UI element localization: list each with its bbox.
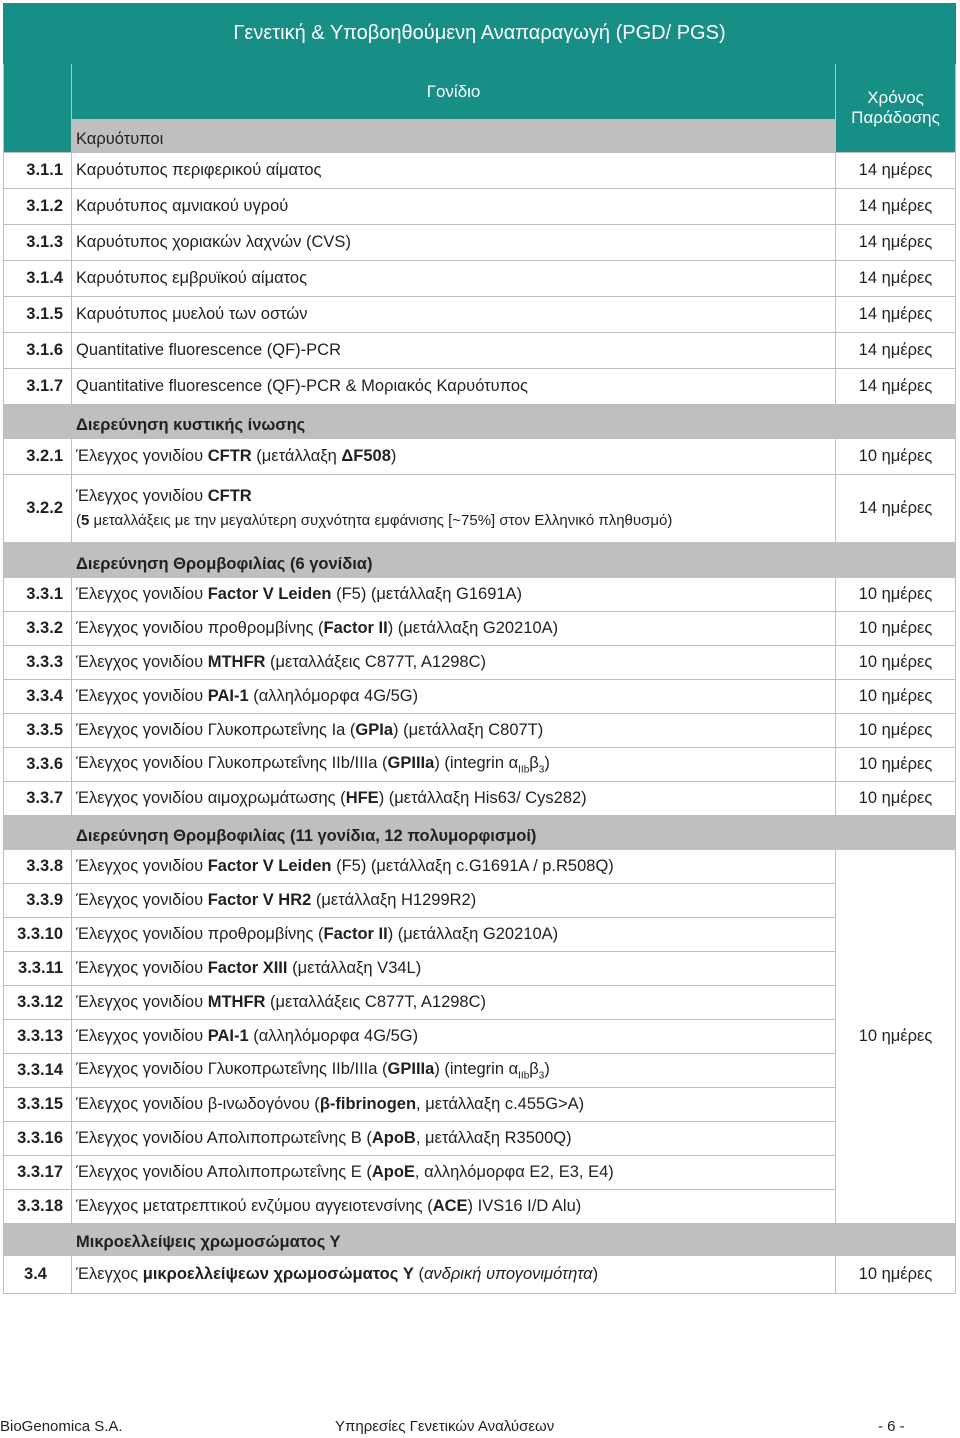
text: Έλεγχος γονιδίου <box>76 653 208 671</box>
row-code: 3.3.16 <box>4 1122 72 1156</box>
table-row <box>4 646 956 680</box>
row-days: 10 ημέρες <box>836 439 956 475</box>
gene-name: GPIa <box>355 721 394 739</box>
table-row <box>4 189 956 225</box>
table-row <box>4 782 956 816</box>
text: ( <box>76 512 81 529</box>
text: Έλεγχος γονιδίου Απολιποπρωτεΐνης Β ( <box>76 1129 372 1147</box>
row-name: Καρυότυπος μυελού των οστών <box>72 297 836 333</box>
row-name <box>72 1156 836 1190</box>
gene-name: GPIIIa <box>387 753 435 772</box>
header-time-line2: Παράδοσης <box>851 108 940 127</box>
footer-company: BioGenomica S.A. <box>0 1418 123 1435</box>
gene-name: Factor V HR2 <box>207 891 312 909</box>
row-code: 3.2.2 <box>4 475 72 543</box>
row-name <box>72 1256 836 1294</box>
text: ανδρική υπογονιμότητα <box>424 1265 593 1283</box>
table-row <box>4 612 956 646</box>
text: (αλληλόμορφα 4G/5G) <box>248 1027 419 1045</box>
text: Έλεγχος γονιδίου β-ινωδογόνου ( <box>76 1095 320 1113</box>
row-name <box>72 439 836 475</box>
text: ) <box>544 753 550 772</box>
gene-name: CFTR <box>207 447 252 465</box>
row-code: 3.3.14 <box>4 1054 72 1088</box>
row-code: 3.3.11 <box>4 952 72 986</box>
text: , αλληλόμορφα E2, E3, E4) <box>414 1163 614 1181</box>
section-code-empty <box>4 816 72 850</box>
text: ) <box>544 1059 550 1078</box>
gene-name: Factor V Leiden <box>207 585 332 603</box>
text: (F5) (μετάλλαξη c.G1691A / p.R508Q) <box>331 857 614 875</box>
table-row <box>4 986 956 1020</box>
text: ) (integrin α <box>434 753 519 772</box>
row-code: 3.1.7 <box>4 369 72 405</box>
text: ) (μετάλλαξη C807T) <box>393 721 544 739</box>
text: (μετάλλαξη <box>251 447 342 465</box>
text: ) <box>390 447 397 465</box>
text: Έλεγχος γονιδίου προθρομβίνης ( <box>76 925 324 943</box>
text: Έλεγχος γονιδίου <box>76 959 208 977</box>
table-row <box>4 952 956 986</box>
services-table <box>3 3 956 1294</box>
text: , μετάλλαξη c.455G>A) <box>416 1095 585 1113</box>
text: (μετάλλαξη V34L) <box>287 959 422 977</box>
row-name <box>72 782 836 816</box>
mutation-name: ΔF508 <box>341 447 391 465</box>
text: ) IVS16 I/D Alu) <box>467 1197 582 1215</box>
section-days-empty <box>836 816 956 850</box>
text: Έλεγχος γονιδίου προθρομβίνης ( <box>76 619 324 637</box>
row-days: 14 ημέρες <box>836 153 956 189</box>
text: β <box>529 1059 539 1078</box>
row-name: Καρυότυπος εμβρυϊκού αίματος <box>72 261 836 297</box>
row-code: 3.4 <box>4 1256 72 1294</box>
gene-name: PAI-1 <box>207 1027 249 1045</box>
text: μεταλλάξεις με την μεγαλύτερη συχνότητα εμφάνισης [~75%] στον Ελληνικό πληθυσμό) <box>89 512 673 529</box>
row-days: 10 ημέρες <box>836 748 956 782</box>
row-name <box>72 714 836 748</box>
row-code: 3.3.13 <box>4 1020 72 1054</box>
text: Έλεγχος γονιδίου <box>76 585 208 603</box>
row-code: 3.3.17 <box>4 1156 72 1190</box>
row-code: 3.3.1 <box>4 578 72 612</box>
row-days: 14 ημέρες <box>836 475 956 543</box>
header-gene: Γονίδιο <box>72 64 836 120</box>
table-row <box>4 748 956 782</box>
row-name <box>72 1054 836 1088</box>
gene-name: Factor II <box>323 925 388 943</box>
row-days: 10 ημέρες <box>836 782 956 816</box>
table-row <box>4 297 956 333</box>
row-name <box>72 918 836 952</box>
text: Έλεγχος γονιδίου Γλυκοπρωτεΐνης IIb/IIIa ( <box>76 753 388 772</box>
row-name <box>72 748 836 782</box>
gene-name: Factor V Leiden <box>207 857 332 875</box>
row-code: 3.3.10 <box>4 918 72 952</box>
text: Έλεγχος γονιδίου Απολιποπρωτεΐνης Ε ( <box>76 1163 372 1181</box>
row-days: 14 ημέρες <box>836 225 956 261</box>
header-empty-cell <box>4 64 72 153</box>
section-code-empty <box>4 405 72 439</box>
row-code: 3.3.15 <box>4 1088 72 1122</box>
gene-name: μικροελλείψεων χρωμοσώματος Y <box>142 1265 414 1283</box>
row-days: 10 ημέρες <box>836 1256 956 1294</box>
text: ) (integrin α <box>434 1059 519 1078</box>
text: ) <box>592 1265 599 1283</box>
text: Έλεγχος <box>76 1265 143 1283</box>
subscript: 3 <box>538 1070 545 1082</box>
row-code: 3.3.7 <box>4 782 72 816</box>
table-row <box>4 439 956 475</box>
section-days-empty <box>836 1224 956 1256</box>
row-days: 14 ημέρες <box>836 369 956 405</box>
row-code: 3.1.3 <box>4 225 72 261</box>
row-name: Quantitative fluorescence (QF)-PCR & Μοριακός Καρυότυπος <box>72 369 836 405</box>
row-days: 14 ημέρες <box>836 261 956 297</box>
text: Έλεγχος γονιδίου αιμοχρωμάτωσης ( <box>76 789 346 807</box>
gene-name: β-fibrinogen <box>319 1095 417 1113</box>
row-name <box>72 986 836 1020</box>
section-days-empty <box>836 543 956 578</box>
gene-name: MTHFR <box>207 993 266 1011</box>
gene-name: ACE <box>432 1197 468 1215</box>
gene-name: ApoB <box>371 1129 416 1147</box>
text: Έλεγχος γονιδίου <box>76 687 208 705</box>
section-karyotypes: Καρυότυποι <box>72 120 836 153</box>
row-days: 10 ημέρες <box>836 714 956 748</box>
table-row <box>4 369 956 405</box>
subscript: 3 <box>538 764 545 776</box>
section-code-empty <box>4 1224 72 1256</box>
gene-name: MTHFR <box>207 653 266 671</box>
row-code: 3.3.3 <box>4 646 72 680</box>
gene-name: PAI-1 <box>207 687 249 705</box>
row-name <box>72 952 836 986</box>
table-row <box>4 1020 956 1054</box>
text: (μεταλλάξεις C877T, A1298C) <box>265 653 487 671</box>
table-row <box>4 884 956 918</box>
table-row <box>4 1122 956 1156</box>
row-name <box>72 612 836 646</box>
text: Έλεγχος μετατρεπτικού ενζύμου αγγειοτενσίνης ( <box>76 1197 433 1215</box>
gene-name: HFE <box>345 789 379 807</box>
text: ) (μετάλλαξη G20210A) <box>387 619 559 637</box>
row-name: Καρυότυπος αμνιακού υγρού <box>72 189 836 225</box>
subscript: IIb <box>518 1070 530 1082</box>
row-code: 3.1.2 <box>4 189 72 225</box>
table-row <box>4 918 956 952</box>
gene-name: Factor II <box>323 619 388 637</box>
row-days: 14 ημέρες <box>836 333 956 369</box>
row-code: 3.3.9 <box>4 884 72 918</box>
table-row <box>4 475 956 543</box>
row-days: 10 ημέρες <box>836 646 956 680</box>
row-code: 3.2.1 <box>4 439 72 475</box>
row-name: Καρυότυπος χοριακών λαχνών (CVS) <box>72 225 836 261</box>
row-name <box>72 1190 836 1224</box>
row-code: 3.3.8 <box>4 850 72 884</box>
section-code-empty <box>4 543 72 578</box>
row-days: 14 ημέρες <box>836 297 956 333</box>
table-row <box>4 1156 956 1190</box>
text: , μετάλλαξη R3500Q) <box>415 1129 572 1147</box>
text: ( <box>413 1265 424 1283</box>
row-code: 3.3.18 <box>4 1190 72 1224</box>
text: Έλεγχος γονιδίου <box>76 1027 208 1045</box>
text: Έλεγχος γονιδίου Γλυκοπρωτεΐνης IIb/IIIa ( <box>76 1059 388 1078</box>
section-thrombo11: Διερεύνηση Θρομβοφιλίας (11 γονίδια, 12 πολυμορφισμοί) <box>72 816 836 850</box>
text: Έλεγχος γονιδίου <box>76 447 208 465</box>
row-name <box>72 1088 836 1122</box>
gene-name: ApoE <box>371 1163 415 1181</box>
row-days: 10 ημέρες <box>836 850 956 1224</box>
header-time-line1: Χρόνος <box>867 88 924 107</box>
row-name <box>72 1020 836 1054</box>
row-code: 3.1.1 <box>4 153 72 189</box>
table-row <box>4 1256 956 1294</box>
text: Έλεγχος γονιδίου <box>76 487 208 505</box>
row-name <box>72 1122 836 1156</box>
text: ) (μετάλλαξη His63/ Cys282) <box>378 789 587 807</box>
table-row <box>4 225 956 261</box>
row-code: 3.1.6 <box>4 333 72 369</box>
table-row <box>4 1088 956 1122</box>
subscript: IIb <box>518 764 530 776</box>
text: Έλεγχος γονιδίου <box>76 891 208 909</box>
row-days: 10 ημέρες <box>836 578 956 612</box>
text: Έλεγχος γονιδίου <box>76 993 208 1011</box>
row-name <box>72 646 836 680</box>
page-footer <box>0 1418 960 1438</box>
row-name: Καρυότυπος περιφερικού αίματος <box>72 153 836 189</box>
gene-name: GPIIIa <box>387 1059 435 1078</box>
row-name <box>72 884 836 918</box>
text: Έλεγχος γονιδίου Γλυκοπρωτεΐνης Ia ( <box>76 721 356 739</box>
table-row <box>4 1054 956 1088</box>
table-row <box>4 714 956 748</box>
row-name <box>72 680 836 714</box>
page-number: - 6 - <box>878 1418 905 1435</box>
row-name <box>72 475 836 543</box>
row-code: 3.3.5 <box>4 714 72 748</box>
gene-name: CFTR <box>207 487 252 505</box>
table-row <box>4 680 956 714</box>
text: 5 <box>81 512 90 529</box>
text: β <box>529 753 539 772</box>
row-days: 10 ημέρες <box>836 612 956 646</box>
table-row <box>4 333 956 369</box>
table-row <box>4 261 956 297</box>
row-code: 3.3.12 <box>4 986 72 1020</box>
section-thrombo6: Διερεύνηση Θρομβοφιλίας (6 γονίδια) <box>72 543 836 578</box>
text: ) (μετάλλαξη G20210A) <box>387 925 559 943</box>
row-days: 14 ημέρες <box>836 189 956 225</box>
text: (αλληλόμορφα 4G/5G) <box>248 687 419 705</box>
page-title: Γενετική & Υποβοηθούμενη Αναπαραγωγή (PGD/ PGS) <box>4 4 956 64</box>
table-row <box>4 850 956 884</box>
table-row <box>4 578 956 612</box>
text: Έλεγχος γονιδίου <box>76 857 208 875</box>
footer-center-text: Υπηρεσίες Γενετικών Αναλύσεων <box>335 1418 555 1435</box>
row-name <box>72 850 836 884</box>
section-days-empty <box>836 405 956 439</box>
text: (F5) (μετάλλαξη G1691A) <box>331 585 523 603</box>
row-code: 3.1.4 <box>4 261 72 297</box>
text: (μετάλλαξη H1299R2) <box>311 891 477 909</box>
row-code: 3.3.4 <box>4 680 72 714</box>
section-ychrom: Μικροελλείψεις χρωμοσώματος Υ <box>72 1224 836 1256</box>
section-cf: Διερεύνηση κυστικής ίνωσης <box>72 405 836 439</box>
text: (μεταλλάξεις C877T, A1298C) <box>265 993 487 1011</box>
gene-name: Factor XIII <box>207 959 288 977</box>
row-name <box>72 578 836 612</box>
row-days: 10 ημέρες <box>836 680 956 714</box>
row-code: 3.3.6 <box>4 748 72 782</box>
row-name: Quantitative fluorescence (QF)-PCR <box>72 333 836 369</box>
table-row <box>4 1190 956 1224</box>
table-row <box>4 153 956 189</box>
header-delivery-time <box>836 64 956 153</box>
row-code: 3.3.2 <box>4 612 72 646</box>
row-code: 3.1.5 <box>4 297 72 333</box>
